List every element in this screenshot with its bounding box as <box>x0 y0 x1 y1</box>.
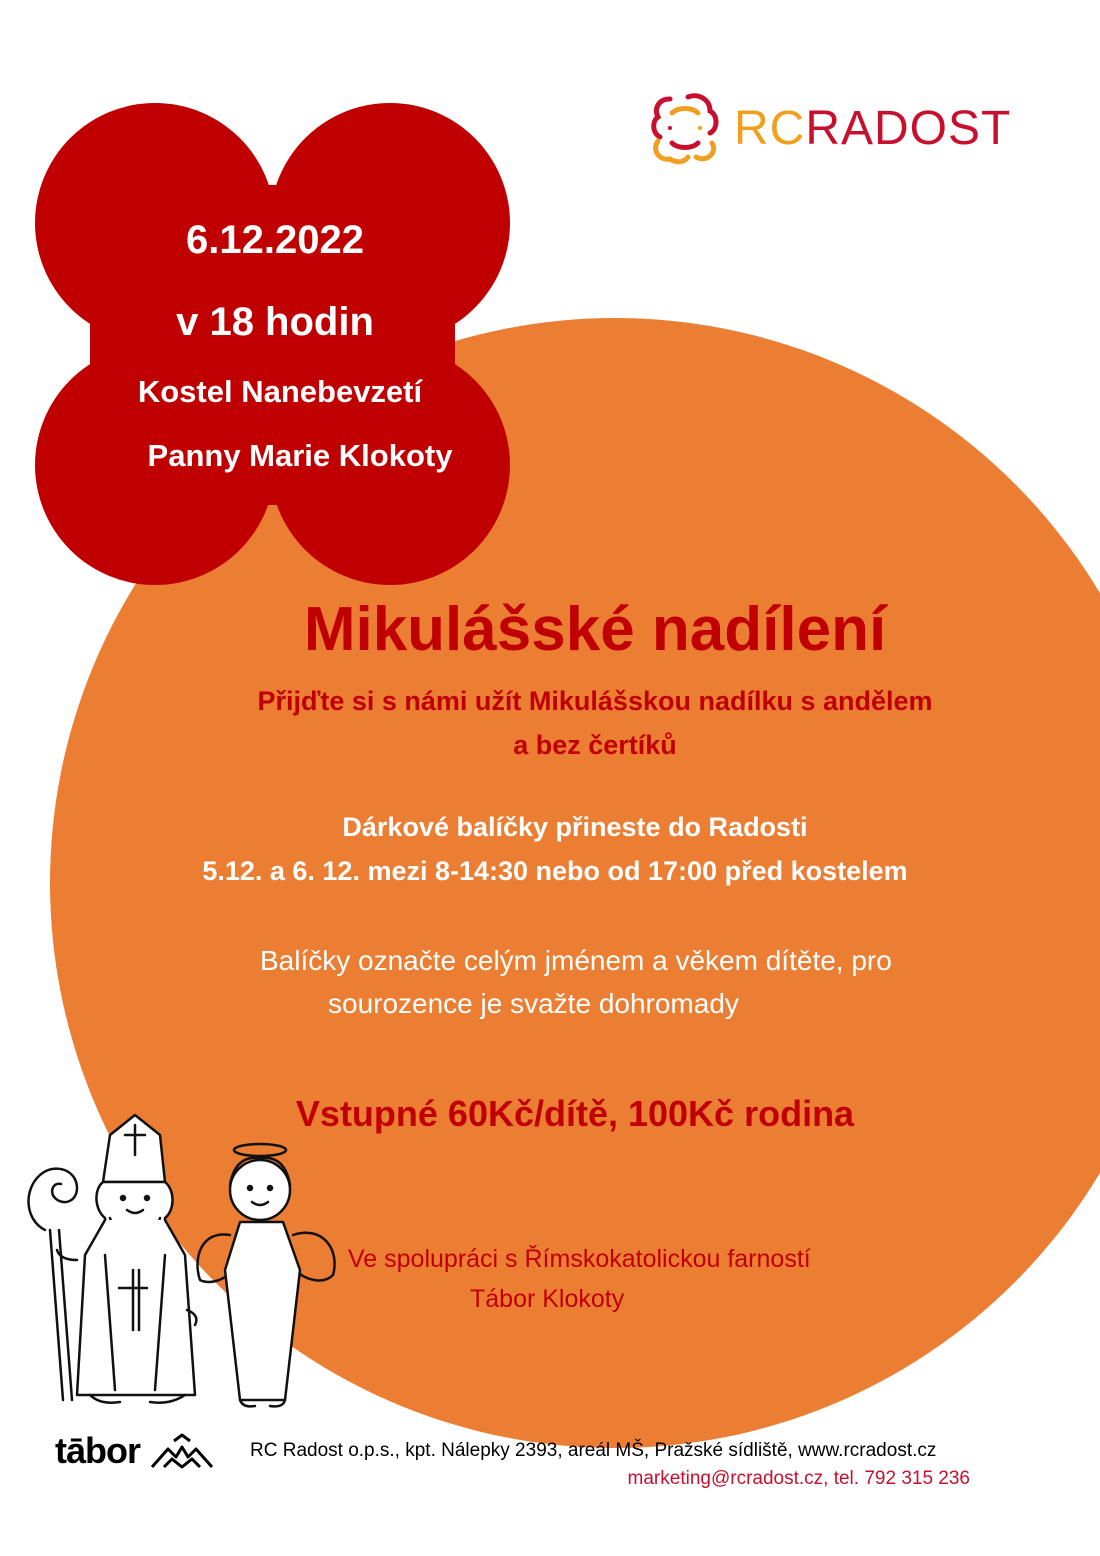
cooperation-line1: Ve spolupráci s Římskokatolickou farností <box>348 1245 811 1273</box>
entry-price: Vstupné 60Kč/dítě, 100Kč rodina <box>295 1093 855 1134</box>
rc-radost-logo <box>648 88 1011 168</box>
note-line2: sourozence je svažte dohromady <box>328 988 739 1019</box>
event-place-line2: Panny Marie Klokoty <box>147 438 453 473</box>
footer-address: RC Radost o.p.s., kpt. Nálepky 2393, areál MŠ, Pražské sídliště, www.rcradost.cz <box>250 1440 937 1461</box>
subtitle-line2: a bez čertíků <box>513 730 677 760</box>
event-time: v 18 hodin <box>176 300 374 344</box>
angel-illustration <box>198 1144 335 1406</box>
cooperation-line2: Tábor Klokoty <box>470 1285 625 1313</box>
tabor-city-logo <box>55 1432 214 1470</box>
note-line1: Balíčky označte celým jménem a věkem dítěte, pro <box>260 945 892 976</box>
rc-radost-logo-icon <box>648 91 722 165</box>
saint-nicholas-illustration <box>29 1115 197 1403</box>
logo-rc-text: RC <box>734 101 806 155</box>
gifts-line1: Dárkové balíčky přineste do Radosti <box>342 812 808 842</box>
gifts-line2: 5.12. a 6. 12. mezi 8-14:30 nebo od 17:00 před kostelem <box>202 856 908 886</box>
event-date: 6.12.2022 <box>186 218 364 262</box>
logo-radost-text: RADOST <box>805 101 1012 155</box>
event-place-line1: Kostel Nanebevzetí <box>137 374 423 409</box>
subtitle-line1: Přijďte si s námi užít Mikulášskou nadílku s andělem <box>257 686 933 716</box>
tabor-city-logo-icon <box>150 1433 214 1469</box>
tabor-logo-text: tābor <box>55 1430 140 1471</box>
footer-contact: marketing@rcradost.cz, tel. 792 315 236 <box>627 1468 970 1489</box>
page-title: Mikulášské nadílení <box>303 595 887 664</box>
figures-illustration <box>15 1110 355 1410</box>
